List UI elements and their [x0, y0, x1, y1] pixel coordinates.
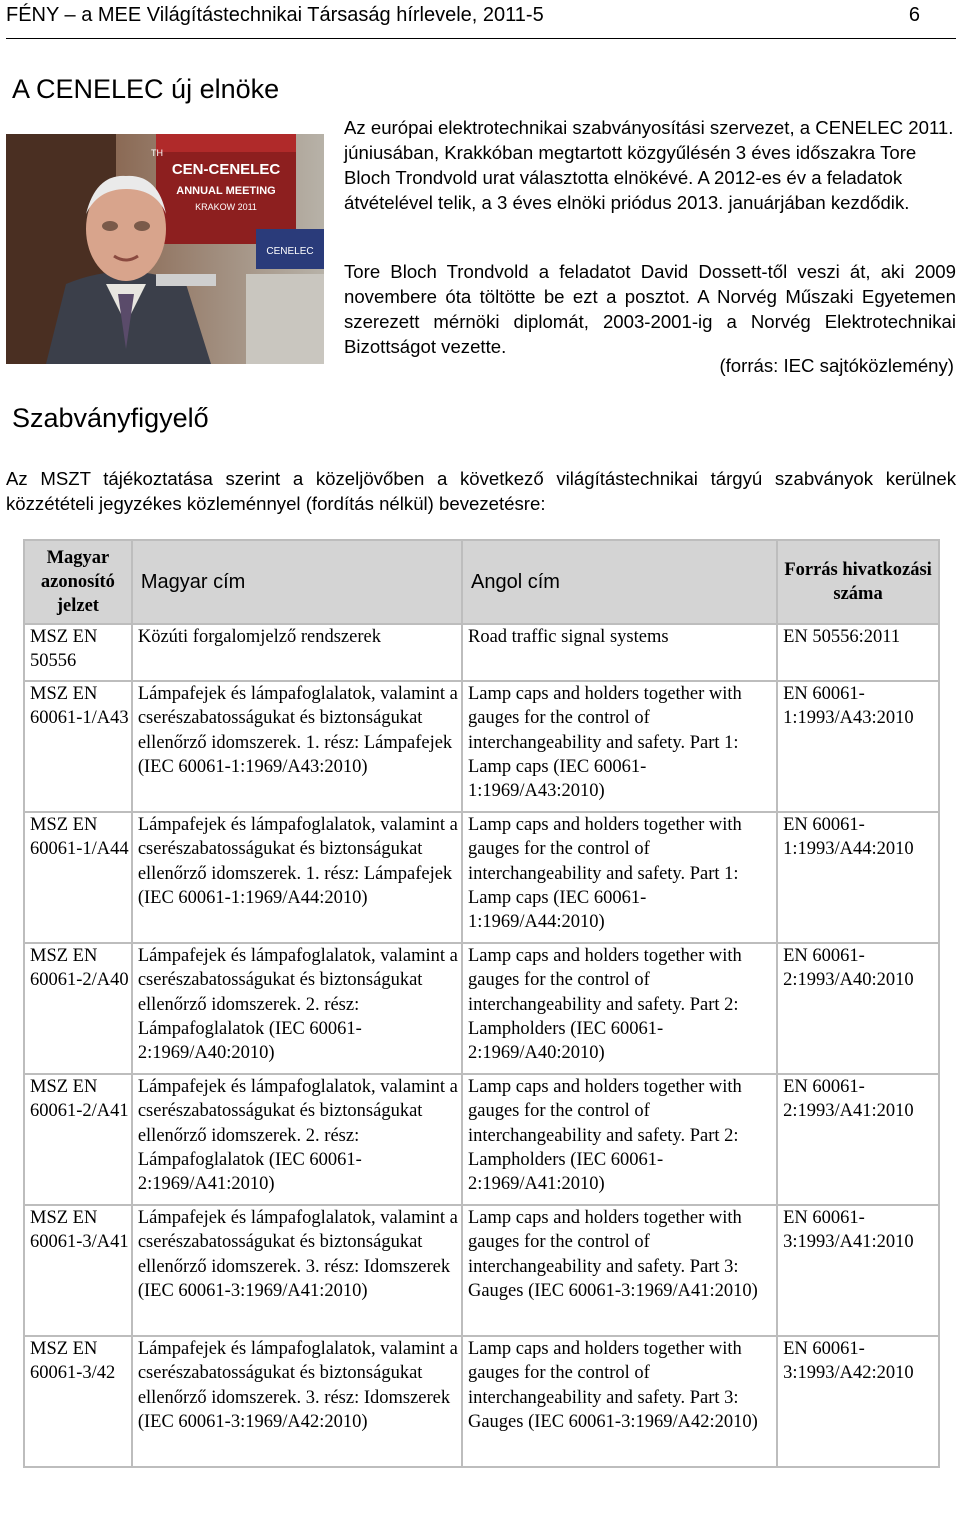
page-number: 6 [908, 4, 920, 26]
header-rule [6, 38, 956, 39]
article1-paragraph1: Az európai elektrotechnikai szabványosítási szervezet, a CENELEC 2011. júniusában, Krakkóban megtartott közgyűlésén 3 éves időszakra Tore Bloch Trondvold urat választotta elnökévé. A 2012-es év a feladatok átvételével telik, a 3 éves elnöki priódus 2013. januárjában kezdődik. [344, 117, 954, 213]
page-header [6, 0, 920, 36]
president-photo [6, 134, 324, 364]
cell-hu-title: Lámpafejek és lámpafoglalatok, valamint a cserészabatosságukat és biztonságukat ellenőrző idomszerek. 2. rész: Lámpafoglalatok (IEC 60061-2:1969/A40:2010) [132, 943, 462, 1074]
cell-ref: EN 60061-2:1993/A41:2010 [777, 1074, 939, 1205]
header-hu-id: Magyar azonosító jelzet [24, 540, 132, 624]
cell-ref: EN 60061-1:1993/A44:2010 [777, 812, 939, 943]
banner-line3: KRAKOW 2011 [195, 202, 257, 212]
cell-ref: EN 50556:2011 [777, 624, 939, 681]
cell-ref: EN 60061-2:1993/A40:2010 [777, 943, 939, 1074]
table-row [24, 1336, 939, 1467]
cell-id: MSZ EN 60061-1/A44 [24, 812, 132, 943]
table-header-row [24, 540, 939, 624]
cell-id: MSZ EN 60061-2/A40 [24, 943, 132, 1074]
cell-ref: EN 60061-1:1993/A43:2010 [777, 681, 939, 812]
standards-table [23, 539, 940, 1468]
cell-en-title: Lamp caps and holders together with gauges for the control of interchangeability and safety. Part 2: Lampholders (IEC 60061-2:1969/A41:2010) [462, 1074, 777, 1205]
article-heading-standards: Szabványfigyelő [12, 403, 209, 433]
article1-paragraph2: Tore Bloch Trondvold a feladatot David Dossett-től veszi át, aki 2009 novembere óta töltötte be ezt a posztot. A Norvég Műszaki Egyetemen szerezett mérnöki diplomát, 2003-2001-ig a Norvég Elektrotechnikai Bizottságot vezette. [344, 261, 956, 357]
cell-id: MSZ EN 50556 [24, 624, 132, 681]
header-hu-title: Magyar cím [132, 540, 462, 624]
cell-id: MSZ EN 60061-2/A41 [24, 1074, 132, 1205]
table-row [24, 812, 939, 943]
cell-ref: EN 60061-3:1993/A41:2010 [777, 1205, 939, 1336]
header-source-ref: Forrás hivatkozási száma [777, 540, 939, 624]
table-row [24, 1074, 939, 1205]
table-row [24, 681, 939, 812]
cell-hu-title: Lámpafejek és lámpafoglalatok, valamint a cserészabatosságukat és biztonságukat ellenőrző idomszerek. 3. rész: Idomszerek (IEC 60061-3:1969/A42:2010) [132, 1336, 462, 1467]
sign-right-text: CENELEC [266, 246, 314, 257]
cell-hu-title: Közúti forgalomjelző rendszerek [132, 624, 462, 681]
cell-en-title: Lamp caps and holders together with gauges for the control of interchangeability and safety. Part 1: Lamp caps (IEC 60061-1:1969/A43:2010) [462, 681, 777, 812]
cell-en-title: Lamp caps and holders together with gauges for the control of interchangeability and safety. Part 3: Gauges (IEC 60061-3:1969/A41:2010) [462, 1205, 777, 1336]
cell-en-title: Lamp caps and holders together with gauges for the control of interchangeability and safety. Part 2: Lampholders (IEC 60061-2:1969/A40:2010) [462, 943, 777, 1074]
cell-ref: EN 60061-3:1993/A42:2010 [777, 1336, 939, 1467]
header-en-title: Angol cím [462, 540, 777, 624]
article1-source: (forrás: IEC sajtóközlemény) [719, 355, 954, 376]
cell-hu-title: Lámpafejek és lámpafoglalatok, valamint a cserészabatosságukat és biztonságukat ellenőrző idomszerek. 1. rész: Lámpafejek (IEC 60061-1:1969/A44:2010) [132, 812, 462, 943]
article2-intro: Az MSZT tájékoztatása szerint a közeljövőben a következő világítástechnikai tárgyú szabványok kerülnek közzétételi jegyzékes közleménnyel (fordítás nélkül) bevezetésre: [6, 468, 956, 514]
table-row [24, 943, 939, 1074]
article-heading-cenelec: A CENELEC új elnöke [12, 74, 280, 104]
banner-line1: CEN-CENELEC [171, 161, 281, 178]
cell-id: MSZ EN 60061-3/42 [24, 1336, 132, 1467]
cell-id: MSZ EN 60061-1/A43 [24, 681, 132, 812]
cell-hu-title: Lámpafejek és lámpafoglalatok, valamint a cserészabatosságukat és biztonságukat ellenőrző idomszerek. 1. rész: Lámpafejek (IEC 60061-1:1969/A43:2010) [132, 681, 462, 812]
newsletter-title: FÉNY – a MEE Világítástechnikai Társaság hírlevele, 2011-5 [6, 4, 544, 26]
cell-hu-title: Lámpafejek és lámpafoglalatok, valamint a cserészabatosságukat és biztonságukat ellenőrző idomszerek. 3. rész: Idomszerek (IEC 60061-3:1969/A41:2010) [132, 1205, 462, 1336]
cell-hu-title: Lámpafejek és lámpafoglalatok, valamint a cserészabatosságukat és biztonságukat ellenőrző idomszerek. 2. rész: Lámpafoglalatok (IEC 60061-2:1969/A41:2010) [132, 1074, 462, 1205]
table-row [24, 1205, 939, 1336]
cell-en-title: Lamp caps and holders together with gauges for the control of interchangeability and safety. Part 3: Gauges (IEC 60061-3:1969/A42:2010) [462, 1336, 777, 1467]
cell-id: MSZ EN 60061-3/A41 [24, 1205, 132, 1336]
cell-en-title: Road traffic signal systems [462, 624, 777, 681]
cell-en-title: Lamp caps and holders together with gauges for the control of interchangeability and safety. Part 1: Lamp caps (IEC 60061-1:1969/A44:2010) [462, 812, 777, 943]
table-row [24, 624, 939, 681]
sign-left-text: TH [151, 148, 163, 158]
banner-line2: ANNUAL MEETING [176, 185, 276, 197]
